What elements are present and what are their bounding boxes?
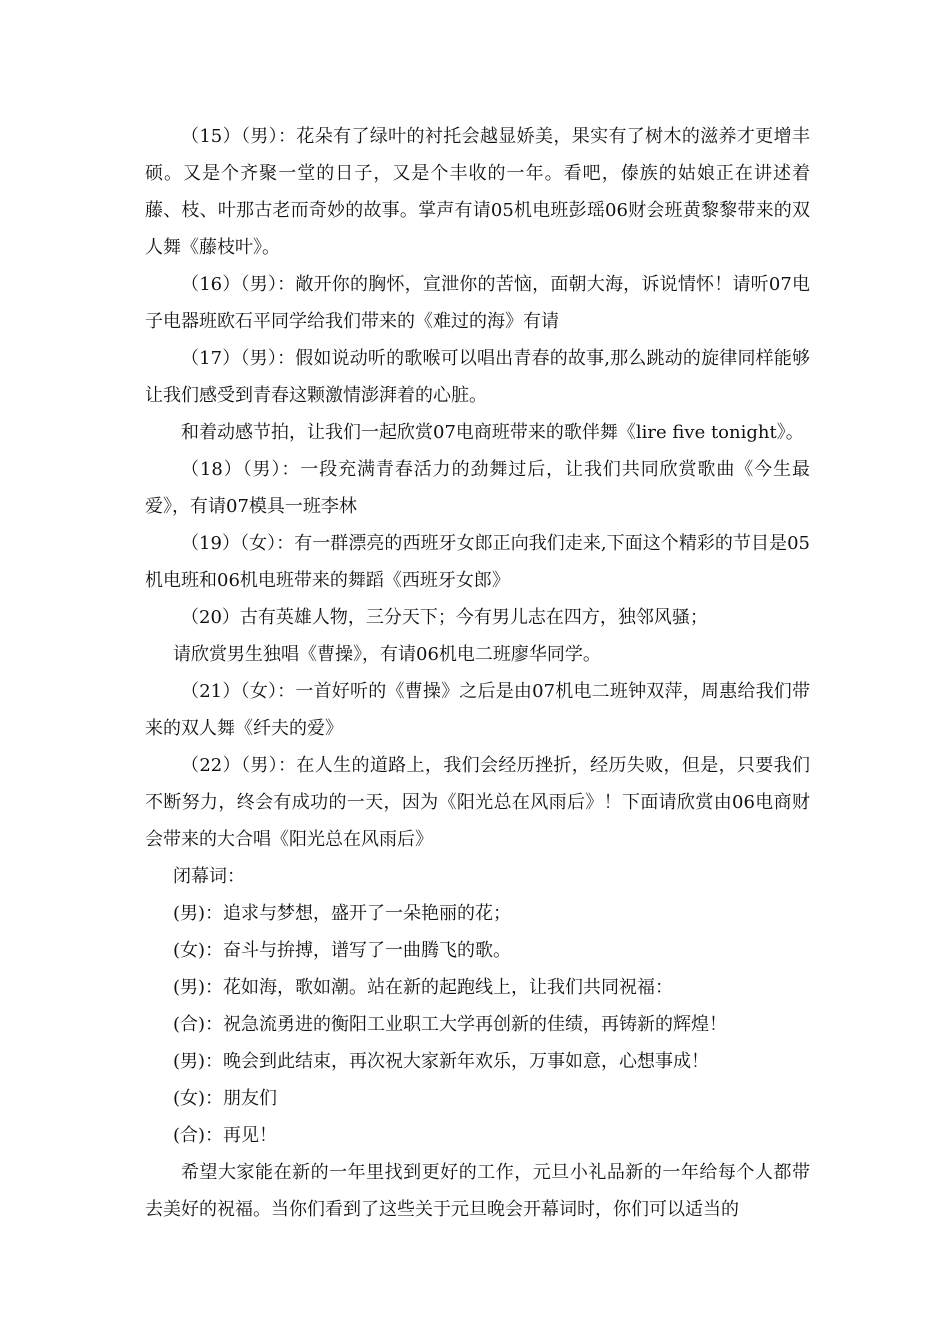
paragraph-16: （16）（男）：敞开你的胸怀，宣泄你的苦恼，面朝大海，诉说情怀！请听07电子电器班欧石平同学给我们带来的《难过的海》有请 — [145, 274, 810, 332]
paragraph-dance-intro: 和着动感节拍，让我们一起欣赏07电商班带来的歌伴舞《lire five tonight》。 — [181, 422, 804, 443]
paragraph-15: （15）（男）：花朵有了绿叶的衬托会越显娇美，果实有了树木的滋养才更增丰硕。又是个齐聚一堂的日子，又是个丰收的一年。看吧，傣族的姑娘正在讲述着藤、枝、叶那古老而奇妙的故事。掌声有请05机电班彭瑶06财会班黄黎黎带来的双人舞《藤枝叶》。 — [145, 126, 810, 258]
paragraph-20-continued: 请欣赏男生独唱《曹操》，有请06机电二班廖华同学。 — [173, 644, 601, 665]
closing-line-female-1: (女)：奋斗与拚搏，谱写了一曲腾飞的歌。 — [173, 940, 512, 961]
document-body — [145, 118, 810, 1228]
paragraph-17: （17）（男）：假如说动听的歌喉可以唱出青春的故事,那么跳动的旋律同样能够让我们感受到青春这颗激情澎湃着的心脏。 — [145, 348, 810, 406]
paragraph-20: （20）古有英雄人物，三分天下；今有男儿志在四方，独邻风骚； — [181, 607, 708, 628]
final-paragraph: 希望大家能在新的一年里找到更好的工作，元旦小礼品新的一年给每个人都带去美好的祝福。当你们看到了这些关于元旦晚会开幕词时，你们可以适当的 — [145, 1162, 810, 1220]
closing-line-female-2: (女)：朋友们 — [173, 1088, 278, 1109]
closing-line-male-1: (男)：追求与梦想，盛开了一朵艳丽的花； — [173, 903, 512, 924]
paragraph-22: （22）（男）：在人生的道路上，我们会经历挫折，经历失败，但是，只要我们不断努力，终会有成功的一天，因为《阳光总在风雨后》！下面请欣赏由06电商财会带来的大合唱《阳光总在风雨后》 — [145, 755, 810, 850]
closing-line-male-3: (男)：晚会到此结束，再次祝大家新年欢乐，万事如意，心想事成！ — [173, 1051, 710, 1072]
closing-heading: 闭幕词： — [173, 866, 245, 887]
closing-line-together-2: (合)：再见！ — [173, 1125, 278, 1146]
closing-line-male-2: (男)：花如海，歌如潮。站在新的起跑线上，让我们共同祝福： — [173, 977, 674, 998]
paragraph-19: （19）（女）：有一群漂亮的西班牙女郎正向我们走来,下面这个精彩的节目是05机电班和06机电班带来的舞蹈《西班牙女郎》 — [145, 533, 810, 591]
paragraph-18: （18）（男）：一段充满青春活力的劲舞过后，让我们共同欣赏歌曲《今生最爱》，有请07模具一班李林 — [145, 459, 810, 517]
closing-line-together-1: (合)：祝急流勇进的衡阳工业职工大学再创新的佳绩，再铸新的辉煌！ — [173, 1014, 728, 1035]
paragraph-21: （21）（女）：一首好听的《曹操》之后是由07机电二班钟双萍，周惠给我们带来的双人舞《纤夫的爱》 — [145, 681, 810, 739]
